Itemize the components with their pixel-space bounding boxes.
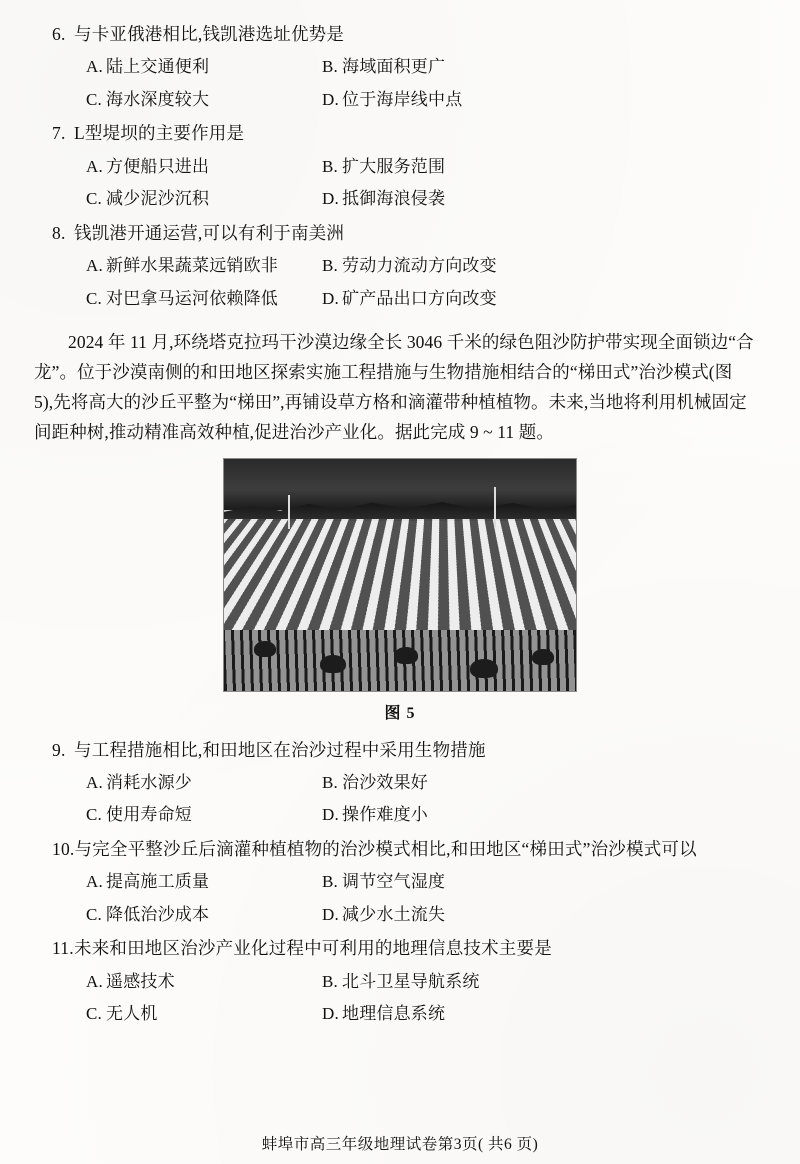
option-row-7-cd — [34, 186, 766, 212]
option-row-6-ab — [34, 54, 766, 80]
passage-line-2: 龙”。位于沙漠南侧的和田地区探索实施工程措施与生物措施相结合的“梯田式”治沙模式(图 — [34, 362, 733, 383]
question-stem-10 — [34, 837, 766, 862]
option-row-10-ab — [34, 869, 766, 895]
figure-shrub-4 — [470, 659, 498, 678]
question-block-9 — [34, 738, 766, 828]
option-9-a[interactable] — [86, 770, 322, 796]
question-block-11 — [34, 936, 766, 1026]
option-label-10-b: B. — [322, 872, 338, 892]
option-label-6-d: D. — [322, 89, 339, 109]
option-label-8-d: D. — [322, 288, 339, 308]
option-8-a[interactable] — [86, 253, 322, 279]
option-label-8-a: A. — [86, 256, 103, 276]
option-text-11-b: 北斗卫星导航系统 — [342, 971, 480, 991]
figure-5-wrapper — [34, 458, 766, 723]
option-label-6-a: A. — [86, 57, 103, 77]
option-text-8-d: 矿产品出口方向改变 — [342, 288, 497, 308]
option-label-11-d: D. — [322, 1004, 339, 1024]
page-content — [34, 22, 766, 1029]
option-text-9-d: 操作难度小 — [342, 805, 428, 825]
option-9-d[interactable] — [322, 802, 582, 828]
option-row-10-cd — [34, 902, 766, 928]
option-row-7-ab — [34, 154, 766, 180]
option-label-6-b: B. — [322, 57, 338, 77]
option-text-10-a: 提高施工质量 — [106, 872, 210, 892]
option-row-9-ab — [34, 770, 766, 796]
option-label-11-a: A. — [86, 971, 103, 991]
option-text-11-c: 无人机 — [106, 1004, 158, 1024]
option-8-d[interactable] — [322, 286, 582, 312]
option-6-a[interactable] — [86, 54, 322, 80]
question-text-8: 钱凯港开通运营,可以有利于南美洲 — [74, 222, 345, 243]
option-7-b[interactable] — [322, 154, 582, 180]
figure-pole-right — [494, 487, 496, 527]
option-10-c[interactable] — [86, 902, 322, 928]
question-number-11: 11. — [52, 938, 74, 959]
figure-terrace-grid — [223, 519, 577, 637]
option-label-8-b: B. — [322, 256, 338, 276]
option-text-10-d: 减少水土流失 — [342, 904, 446, 924]
option-text-6-b: 海域面积更广 — [342, 57, 446, 77]
option-8-c[interactable] — [86, 286, 322, 312]
question-stem-6 — [34, 22, 766, 47]
figure-shrub-5 — [532, 649, 554, 665]
option-label-10-c: C. — [86, 904, 102, 924]
option-text-7-d: 抵御海浪侵袭 — [342, 189, 446, 209]
option-10-d[interactable] — [322, 902, 582, 928]
option-text-8-c: 对巴拿马运河依赖降低 — [106, 288, 278, 308]
option-6-b[interactable] — [322, 54, 582, 80]
figure-shrub-2 — [320, 655, 346, 673]
question-text-7: L型堤坝的主要作用是 — [74, 123, 245, 144]
option-text-8-a: 新鲜水果蔬菜远销欧非 — [106, 256, 278, 276]
option-label-10-d: D. — [322, 904, 339, 924]
option-text-9-b: 治沙效果好 — [342, 772, 428, 792]
option-label-9-d: D. — [322, 805, 339, 825]
option-label-9-c: C. — [86, 805, 102, 825]
page-footer: 蚌埠市高三年级地理试卷第3页( 共6 页) — [261, 1136, 539, 1153]
option-text-11-d: 地理信息系统 — [342, 1004, 446, 1024]
option-7-a[interactable] — [86, 154, 322, 180]
option-label-9-a: A. — [86, 772, 103, 792]
option-label-7-d: D. — [322, 189, 339, 209]
option-11-d[interactable] — [322, 1001, 582, 1027]
option-label-11-c: C. — [86, 1004, 102, 1024]
option-row-9-cd — [34, 802, 766, 828]
passage-line-3: 5),先将高大的沙丘平整为“梯田”,再铺设草方格和滴灌带种植植物。未来,当地将利用机械固定 — [34, 392, 747, 413]
option-label-11-b: B. — [322, 971, 338, 991]
option-8-b[interactable] — [322, 253, 582, 279]
figure-shrub-1 — [254, 641, 276, 657]
question-stem-11 — [34, 936, 766, 961]
figure-pole-left — [288, 495, 290, 529]
option-text-6-a: 陆上交通便利 — [106, 57, 210, 77]
figure-sky — [224, 459, 576, 510]
option-row-11-ab — [34, 969, 766, 995]
option-7-d[interactable] — [322, 186, 582, 212]
figure-5-image — [223, 458, 577, 692]
question-number-9: 9. — [52, 739, 66, 760]
question-text-6: 与卡亚俄港相比,钱凯港选址优势是 — [74, 24, 345, 44]
question-block-6 — [34, 22, 766, 112]
option-text-9-c: 使用寿命短 — [106, 805, 192, 825]
option-text-7-a: 方便船只进出 — [106, 156, 210, 176]
question-number-7: 7. — [52, 123, 66, 144]
passage-line-1: 2024 年 11 月,环绕塔克拉玛干沙漠边缘全长 3046 千米的绿色阻沙防护带实现全面锁边“合 — [68, 332, 754, 353]
question-number-10: 10. — [52, 838, 75, 859]
option-10-b[interactable] — [322, 869, 582, 895]
option-text-10-c: 降低治沙成本 — [106, 904, 210, 924]
option-10-a[interactable] — [86, 869, 322, 895]
option-11-c[interactable] — [86, 1001, 322, 1027]
option-text-7-c: 减少泥沙沉积 — [106, 189, 210, 209]
option-text-11-a: 遥感技术 — [106, 971, 175, 991]
question-number-6: 6. — [52, 24, 66, 44]
question-block-8 — [34, 221, 766, 311]
option-text-6-c: 海水深度较大 — [106, 89, 210, 109]
option-9-b[interactable] — [322, 770, 582, 796]
question-stem-9 — [34, 738, 766, 763]
option-label-7-a: A. — [86, 156, 103, 176]
passage-line-4: 间距种树,推动精准高效种植,促进治沙产业化。据此完成 9 ~ 11 题。 — [34, 422, 554, 443]
question-text-11: 未来和田地区治沙产业化过程中可利用的地理信息技术主要是 — [74, 938, 552, 959]
figure-5-caption: 图 5 — [384, 704, 416, 722]
option-label-7-c: C. — [86, 189, 102, 209]
option-9-c[interactable] — [86, 802, 322, 828]
question-number-8: 8. — [52, 222, 66, 243]
option-row-6-cd — [34, 87, 766, 113]
option-text-8-b: 劳动力流动方向改变 — [342, 256, 497, 276]
option-11-a[interactable] — [86, 969, 322, 995]
option-7-c[interactable] — [86, 186, 322, 212]
figure-shrub-3 — [394, 647, 418, 664]
option-text-6-d: 位于海岸线中点 — [342, 89, 463, 109]
option-text-9-a: 消耗水源少 — [106, 772, 192, 792]
question-stem-7 — [34, 121, 766, 146]
question-block-7 — [34, 121, 766, 211]
question-block-10 — [34, 837, 766, 927]
option-label-6-c: C. — [86, 89, 102, 109]
option-6-d[interactable] — [322, 87, 582, 113]
option-row-8-ab — [34, 253, 766, 279]
option-row-11-cd — [34, 1001, 766, 1027]
option-label-9-b: B. — [322, 772, 338, 792]
option-text-10-b: 调节空气湿度 — [342, 872, 446, 892]
option-text-7-b: 扩大服务范围 — [342, 156, 446, 176]
option-label-8-c: C. — [86, 288, 102, 308]
option-11-b[interactable] — [322, 969, 582, 995]
question-stem-8 — [34, 221, 766, 246]
question-text-10: 与完全平整沙丘后滴灌种植植物的治沙模式相比,和田地区“梯田式”治沙模式可以 — [74, 838, 697, 859]
option-label-10-a: A. — [86, 872, 103, 892]
option-label-7-b: B. — [322, 156, 338, 176]
option-row-8-cd — [34, 286, 766, 312]
reading-passage — [34, 327, 766, 447]
option-6-c[interactable] — [86, 87, 322, 113]
question-text-9: 与工程措施相比,和田地区在治沙过程中采用生物措施 — [74, 739, 486, 760]
